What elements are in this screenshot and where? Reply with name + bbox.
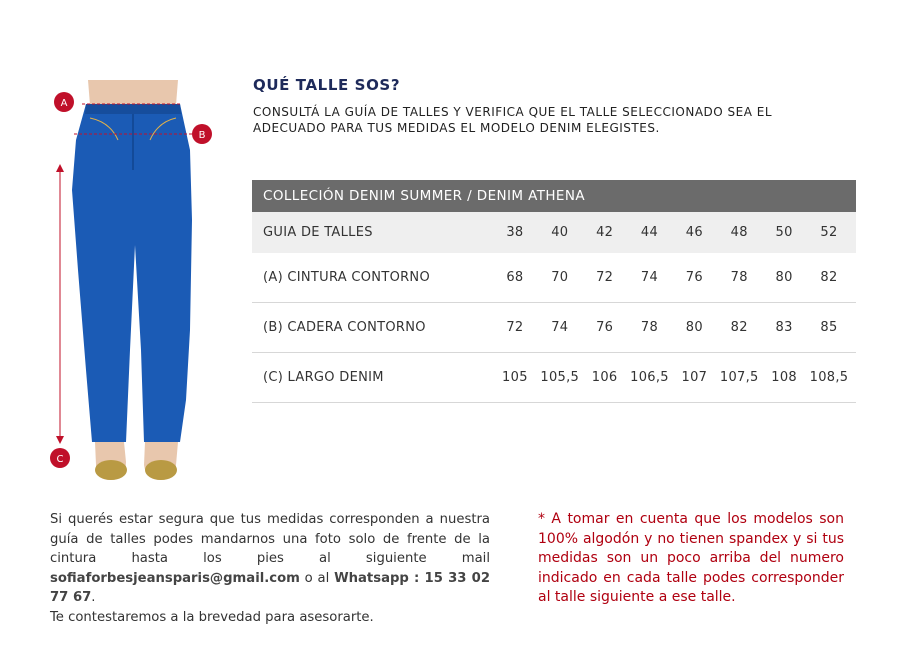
value-cell: 78	[623, 303, 677, 353]
page-subtitle: CONSULTÁ LA GUÍA DE TALLES Y VERIFICA QUE EL TALLE SELECCIONADO SEA EL ADECUADO PARA TUS MEDIDAS EL MODELO DENIM ELEGISTES.	[253, 105, 773, 135]
jeans-body	[72, 104, 192, 442]
value-cell: 105	[497, 353, 533, 403]
size-cell: 52	[802, 212, 856, 253]
table-row-largo	[252, 353, 856, 403]
value-cell: 76	[676, 253, 712, 303]
value-cell: 82	[802, 253, 856, 303]
contact-closing: Te contestaremos a la brevedad para asesorarte.	[50, 609, 374, 625]
value-cell: 107	[676, 353, 712, 403]
value-cell: 72	[587, 253, 623, 303]
row-label: (C) LARGO DENIM	[252, 353, 497, 403]
contact-whatsapp: Whatsapp : 15 33 02 77 67	[50, 570, 490, 605]
value-cell: 85	[802, 303, 856, 353]
page-title: QUÉ TALLE SOS?	[253, 76, 401, 94]
size-cell: 42	[587, 212, 623, 253]
table-row-cintura	[252, 253, 856, 303]
value-cell: 78	[712, 253, 766, 303]
jeans-illustration	[40, 70, 240, 490]
value-cell: 83	[766, 303, 802, 353]
value-cell: 106	[587, 353, 623, 403]
value-cell: 70	[533, 253, 587, 303]
value-cell: 74	[623, 253, 677, 303]
fit-note: * A tomar en cuenta que los modelos son 100% algodón y no tienen spandex y si tus medidas son un poco arriba del numero indicado en cada talle podes corresponder al talle siguiente a ese talle.	[538, 511, 844, 605]
row-label: (A) CINTURA CONTORNO	[252, 253, 497, 303]
value-cell: 72	[497, 303, 533, 353]
value-cell: 76	[587, 303, 623, 353]
contact-email: sofiaforbesjeansparis@gmail.com	[50, 570, 300, 586]
size-cell: 48	[712, 212, 766, 253]
value-cell: 80	[676, 303, 712, 353]
size-cell: 46	[676, 212, 712, 253]
size-cell: 50	[766, 212, 802, 253]
value-cell: 82	[712, 303, 766, 353]
sizes-row-label: GUIA DE TALLES	[252, 212, 497, 253]
value-cell: 80	[766, 253, 802, 303]
row-label: (B) CADERA CONTORNO	[252, 303, 497, 353]
jeans-waistband	[85, 104, 181, 114]
waist-skin	[88, 80, 178, 105]
sizes-row	[252, 212, 856, 253]
table-row-cadera	[252, 303, 856, 353]
size-cell: 38	[497, 212, 533, 253]
shoe-right	[145, 460, 177, 480]
contact-text: o al	[299, 570, 335, 586]
marker-b-label: B	[198, 130, 206, 141]
value-cell: 107,5	[712, 353, 766, 403]
contact-text: Si querés estar segura que tus medidas corresponden a nuestra guía de talles podes mandarnos una foto solo de frente de la cintura hasta los pies al siguiente mail	[50, 512, 490, 566]
jeans-figure	[40, 70, 240, 490]
contact-paragraph	[50, 510, 490, 627]
value-cell: 105,5	[533, 353, 587, 403]
collection-header-row	[252, 180, 856, 212]
size-cell: 40	[533, 212, 587, 253]
contact-text: .	[91, 590, 96, 605]
value-cell: 106,5	[623, 353, 677, 403]
value-cell: 108,5	[802, 353, 856, 403]
collection-title: COLLECIÓN DENIM SUMMER / DENIM ATHENA	[252, 180, 856, 212]
value-cell: 74	[533, 303, 587, 353]
marker-a-label: A	[60, 98, 68, 109]
size-cell: 44	[623, 212, 677, 253]
size-table	[252, 180, 856, 403]
marker-c-label: C	[56, 454, 64, 465]
shoe-left	[95, 460, 127, 480]
value-cell: 68	[497, 253, 533, 303]
value-cell: 108	[766, 353, 802, 403]
